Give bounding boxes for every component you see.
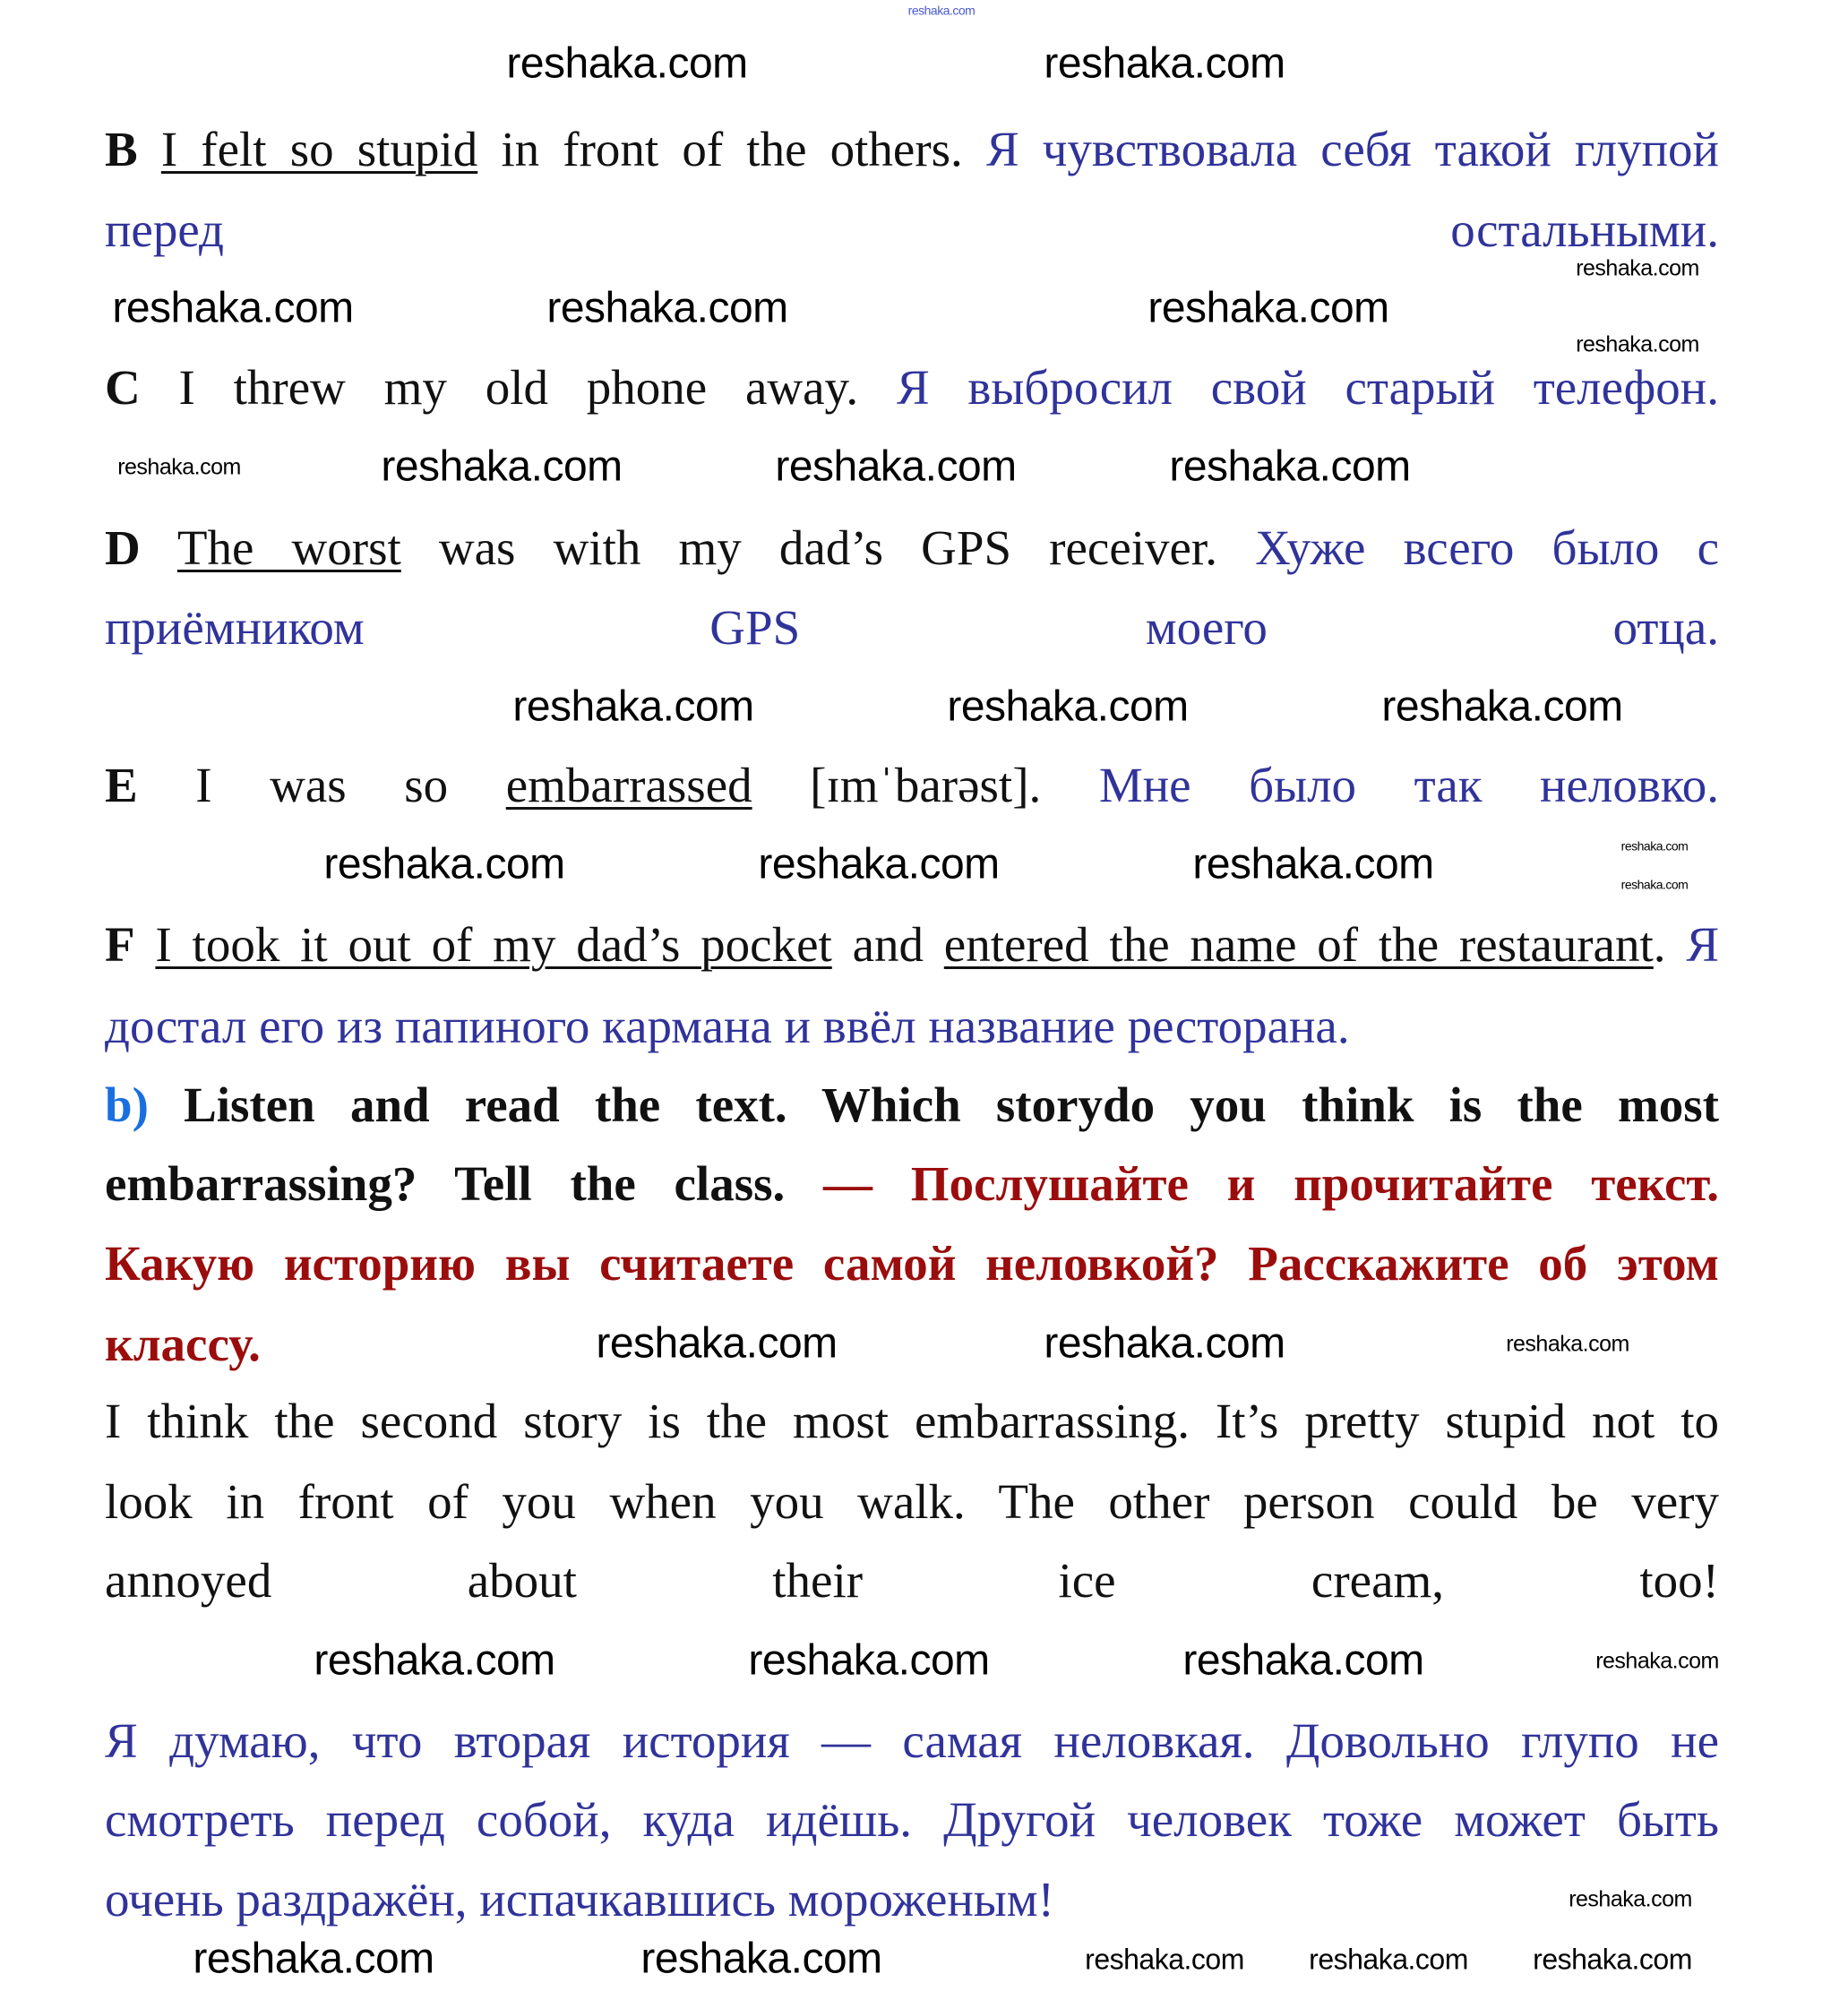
text-segment: I threw my old phone away. <box>140 360 897 415</box>
watermark: reshaka.com <box>193 1935 434 1983</box>
text-line <box>105 1155 1719 1213</box>
watermark: reshaka.com <box>1595 1648 1719 1674</box>
task-label: b) <box>105 1077 149 1132</box>
bold-text: C <box>105 360 141 415</box>
bold-text: embarrassing? Tell the class. <box>105 1156 824 1211</box>
text-segment <box>141 520 177 575</box>
bold-text: Listen and read the text. Which storydo you think is the most <box>148 1077 1719 1132</box>
text-line <box>105 599 1719 657</box>
text-segment: was with my dad’s GPS receiver. <box>400 520 1256 575</box>
russian-translation: перед остальными. <box>105 202 1719 257</box>
text-line <box>105 121 1719 178</box>
watermark: reshaka.com <box>758 840 1000 888</box>
text-line <box>105 202 1719 259</box>
task-translation: классу. <box>105 1317 261 1371</box>
text-segment <box>135 917 156 972</box>
text-segment: I was so <box>137 758 506 812</box>
text-line <box>105 519 1719 577</box>
watermark: reshaka.com <box>1309 1943 1468 1976</box>
text-segment <box>138 122 161 176</box>
text-line <box>105 1552 1719 1609</box>
watermark: reshaka.com <box>112 284 354 332</box>
bold-text: E <box>105 758 138 812</box>
watermark: reshaka.com <box>1192 840 1434 888</box>
text-line <box>105 998 1719 1055</box>
watermark: reshaka.com <box>1147 284 1389 332</box>
text-segment: . <box>1653 917 1687 972</box>
watermark: reshaka.com <box>546 284 788 332</box>
text-line <box>105 1077 1719 1134</box>
russian-translation: достал его из папиного кармана и ввёл название ресторана. <box>105 999 1350 1053</box>
watermark: reshaka.com <box>1169 442 1411 491</box>
russian-translation: смотреть перед собой, куда идёшь. Другой человек тоже может быть <box>105 1792 1719 1847</box>
watermark: reshaka.com <box>117 454 241 480</box>
watermark: reshaka.com <box>1569 1886 1692 1912</box>
russian-translation: Мне было так неловко. <box>1098 758 1719 812</box>
text-line <box>105 359 1719 416</box>
underlined-phrase: I felt so stupid <box>160 122 478 176</box>
watermark: reshaka.com <box>512 682 754 731</box>
russian-translation: Я выбросил свой старый телефон. <box>896 360 1719 415</box>
russian-translation: очень раздражён, испачкавшись мороженым! <box>105 1872 1054 1927</box>
watermark: reshaka.com <box>1085 1943 1244 1976</box>
watermark: reshaka.com <box>1576 255 1699 281</box>
bold-text: F <box>105 917 135 972</box>
text-line <box>105 1393 1719 1450</box>
bold-text: D <box>105 520 141 575</box>
watermark: reshaka.com <box>596 1319 838 1368</box>
text-segment: I think the second story is the most embarrassing. It’s pretty stupid not to <box>105 1394 1719 1448</box>
russian-translation: Я думаю, что вторая история — самая неловкая. Довольно глупо не <box>105 1713 1719 1768</box>
text-segment: in front of the others. <box>477 122 986 176</box>
text-segment: look in front of you when you walk. The other person could be very <box>105 1474 1719 1529</box>
watermark: reshaka.com <box>1182 1636 1424 1685</box>
watermark: reshaka.com <box>775 442 1017 491</box>
text-segment: annoyed about their ice cream, too! <box>105 1553 1719 1608</box>
watermark: reshaka.com <box>1533 1943 1692 1976</box>
task-translation: Какую историю вы считаете самой неловкой? Расскажите об этом <box>105 1236 1719 1291</box>
watermark: reshaka.com <box>1620 877 1689 892</box>
text-line <box>105 1791 1719 1849</box>
watermark: reshaka.com <box>947 682 1189 731</box>
text-line <box>105 757 1719 814</box>
text-line <box>105 1473 1719 1531</box>
bold-text: B <box>105 122 138 176</box>
text-segment: and <box>831 917 944 972</box>
header-watermark: reshaka.com <box>907 3 976 18</box>
watermark: reshaka.com <box>1381 682 1623 731</box>
russian-translation: Я чувствовала себя такой глупой <box>985 122 1719 176</box>
watermark: reshaka.com <box>323 840 565 888</box>
watermark: reshaka.com <box>506 39 748 88</box>
task-translation: — Послушайте и прочитайте текст. <box>823 1156 1720 1211</box>
watermark: reshaka.com <box>1044 39 1285 88</box>
watermark: reshaka.com <box>748 1636 990 1685</box>
text-line <box>105 1235 1719 1292</box>
watermark: reshaka.com <box>1044 1319 1285 1368</box>
watermark: reshaka.com <box>1506 1331 1629 1357</box>
watermark: reshaka.com <box>314 1636 555 1685</box>
underlined-phrase: I took it out of my dad’s pocket <box>155 917 832 972</box>
text-line <box>105 1712 1719 1770</box>
watermark: reshaka.com <box>1576 331 1699 357</box>
text-line <box>105 1871 1719 1928</box>
watermark: reshaka.com <box>1620 838 1689 854</box>
russian-translation: приёмником GPS моего отца. <box>105 600 1719 655</box>
watermark: reshaka.com <box>640 1935 882 1983</box>
russian-translation: Я <box>1686 917 1720 972</box>
text-line <box>105 916 1719 974</box>
text-line <box>105 1316 1719 1373</box>
russian-translation: Хуже всего было с <box>1255 520 1719 575</box>
underlined-phrase: entered the name of the restaurant <box>943 917 1654 972</box>
text-segment: [ɪmˈbarəst]. <box>752 758 1099 812</box>
underlined-phrase: The worst <box>176 520 401 575</box>
watermark: reshaka.com <box>381 442 623 491</box>
underlined-phrase: embarrassed <box>505 758 752 812</box>
